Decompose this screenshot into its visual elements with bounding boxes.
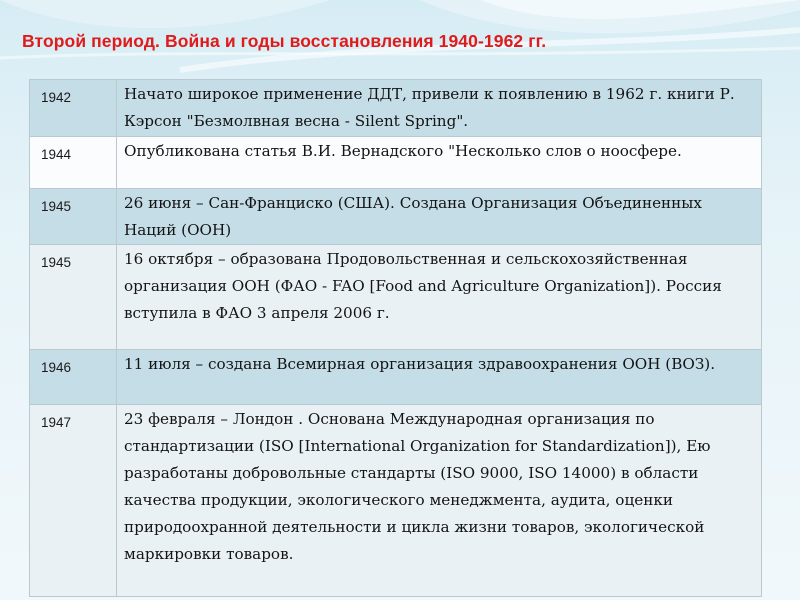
event-cell: 26 июня – Сан-Франциско (США). Создана Организация Объединенных Наций (ООН) — [117, 189, 762, 245]
table-row — [30, 189, 762, 245]
event-cell: 16 октября – образована Продовольственная и сельскохозяйственная организация ООН (ФАО - FAO [Food and Agriculture Organization]). Россия вступила в ФАО 3 апреля 2006 г. — [117, 245, 762, 350]
event-cell: Начато широкое применение ДДТ, привели к появлению в 1962 г. книги Р. Кэрсон "Безмолвная весна - Silent Spring". — [117, 80, 762, 137]
table-row — [30, 405, 762, 597]
year-cell: 1947 — [30, 405, 117, 597]
event-cell: 23 февраля – Лондон . Основана Международная организация по стандартизации (ISO [International Organization for Standardization]), Ею разработаны добровольные стандарты (ISO 9000, ISO 14000) в области качества продукции, экологического менеджмента, аудита, оценки природоохранной деятельности и цикла жизни товаров, экологической маркировки товаров. — [117, 405, 762, 597]
year-cell: 1945 — [30, 245, 117, 350]
slide-title: Второй период. Война и годы восстановления 1940-1962 гг. — [22, 31, 547, 51]
table-row — [30, 80, 762, 137]
event-cell: Опубликована статья В.И. Вернадского "Несколько слов о ноосфере. — [117, 137, 762, 189]
events-table — [29, 79, 762, 597]
event-cell: 11 июля – создана Всемирная организация здравоохранения ООН (ВОЗ). — [117, 350, 762, 405]
table-row — [30, 350, 762, 405]
year-cell: 1945 — [30, 189, 117, 245]
year-cell: 1946 — [30, 350, 117, 405]
table-row — [30, 245, 762, 350]
year-cell: 1944 — [30, 137, 117, 189]
table-row — [30, 137, 762, 189]
year-cell: 1942 — [30, 80, 117, 137]
